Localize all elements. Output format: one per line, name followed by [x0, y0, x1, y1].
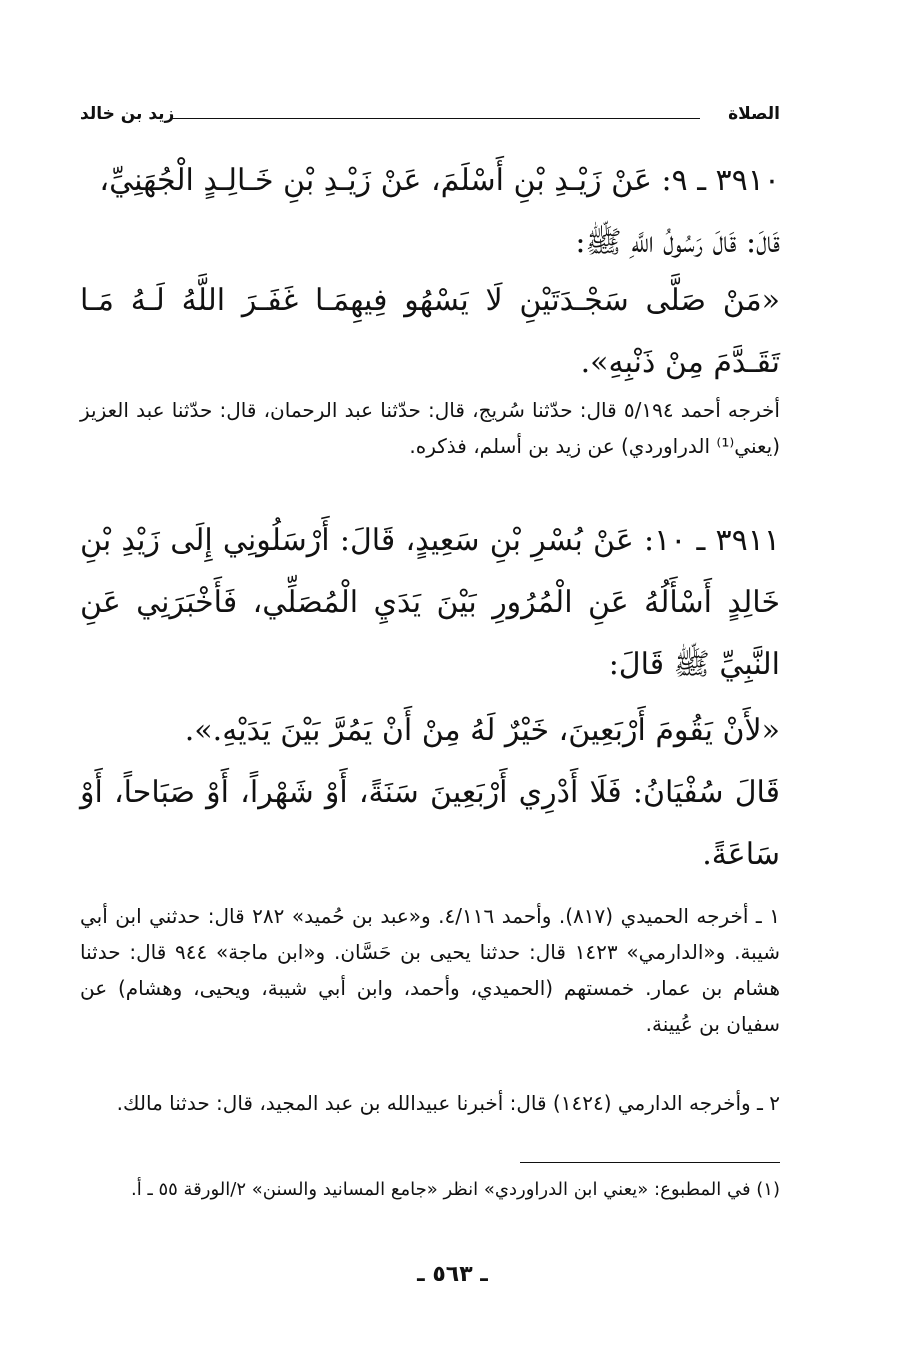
takhrij-3910: أخرجه أحمد ٥/١٩٤ قال: حدّثنا سُريج، قال: حدّثنا عبد الرحمان، قال: حدّثنا عبد العزيز (يعني⁽¹⁾ الدراوردي) عن زيد بن أسلم، فذكره.: [80, 398, 780, 458]
footnote-1: (١) في المطبوع: «يعني ابن الدراوردي» انظر «جامع المسانيد والسنن» ٢/الورقة ٥٥ ـ أ.: [131, 1179, 780, 1200]
header-rule: [172, 118, 700, 119]
hadith-3911-sufyan: قَالَ سُفْيَانُ: فَلَا أَدْرِي أَرْبَعِينَ سَنَةً، أَوْ شَهْراً، أَوْ صَبَاحاً، أَوْ سَاعَةً.: [80, 775, 780, 872]
hadith-3911-text: «لأَنْ يَقُومَ أَرْبَعِينَ، خَيْرٌ لَهُ مِنْ أَنْ يَمُرَّ بَيْنَ يَدَيْهِ.».: [184, 713, 780, 748]
takhrij-3911-item2: ٢ ـ وأخرجه الدارمي (١٤٢٤) قال: أخبرنا عبيدالله بن عبد المجيد، قال: حدثنا مالك.: [116, 1091, 780, 1115]
hadith-3910-line1: ٣٩١٠ ـ ٩: عَنْ زَيْـدِ بْنِ أَسْلَمَ، عَنْ زَيْـدِ بْنِ خَـالِـدٍ الْجُهَنِيِّ،: [99, 163, 780, 198]
page-number: ـ ٥٦٣ ـ: [417, 1262, 488, 1287]
hadith-3910-line2: قَالَ: قَالَ رَسُولُ اللَّهِ ﷺ:: [575, 225, 780, 260]
hadith-3910-isnad: [80, 150, 780, 274]
chapter-title: الصلاة: [728, 104, 780, 124]
companion-name: زيد بن خالد: [80, 104, 175, 124]
takhrij-3911-item1: ١ ـ أخرجه الحميدي (٨١٧). وأحمد ٤/١١٦. و«عبد بن حُميد» ٢٨٢ قال: حدثني ابن أبي شيبة. و«الدارمي» ١٤٢٣ قال: حدثنا يحيى بن حَسَّان. و«ابن ماجة» ٩٤٤ قال: حدثنا هشام بن عمار. خمستهم (الحميدي، وأحمد، وابن أبي شيبة، ويحيى، وهشام) عن سفيان بن عُيينة.: [80, 904, 780, 1036]
running-header: [80, 104, 780, 130]
hadith-3910-text: «مَنْ صَلَّى سَجْـدَتَيْنِ لَا يَسْهُو فِيهِمَـا غَفَـرَ اللَّهُ لَـهُ مَـا تَقَـدَّمَ مِنْ ذَنْبِهِ».: [80, 283, 780, 380]
hadith-3911-intro: ٣٩١١ ـ ١٠: عَنْ بُسْرِ بْنِ سَعِيدٍ، قَالَ: أَرْسَلُونِي إِلَى زَيْدِ بْنِ خَالِدٍ أَسْأَلُهُ عَنِ الْمُرُورِ بَيْنَ يَدَيِ الْمُصَلِّي، فَأَخْبَرَنِي عَنِ النَّبِيِّ ﷺ قَالَ:: [80, 523, 780, 682]
footnote-separator: [520, 1162, 780, 1163]
